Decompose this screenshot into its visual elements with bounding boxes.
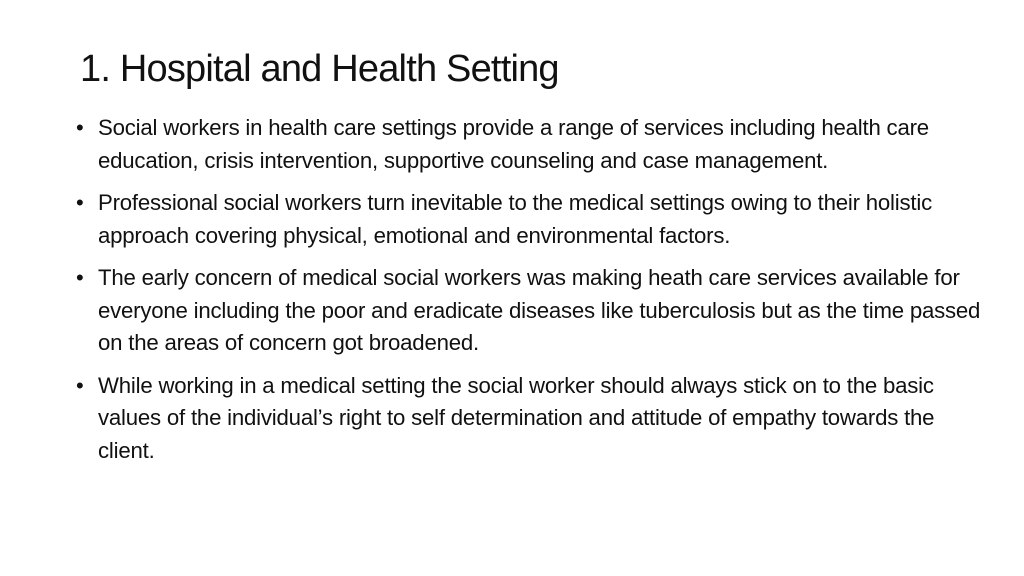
bullet-icon: • <box>76 190 84 215</box>
bullet-item <box>76 187 984 252</box>
slide-title: 1. Hospital and Health Setting <box>80 48 559 90</box>
bullet-text: Social workers in health care settings provide a range of services including health care education, crisis intervention, supportive counseling and case management. <box>98 115 929 173</box>
bullet-item <box>76 262 984 360</box>
bullet-icon: • <box>76 372 84 398</box>
bullet-item <box>76 112 984 177</box>
bullet-icon: • <box>76 265 84 290</box>
bullet-icon: • <box>76 115 84 140</box>
bullet-text: Professional social workers turn inevitable to the medical settings owing to their holistic approach covering physical, emotional and environmental factors. <box>98 190 932 248</box>
bullet-list <box>76 112 984 477</box>
bullet-text: While working in a medical setting the social worker should always stick on to the basic values of the individual’s right to self determination and attitude of empathy towards the client. <box>98 372 935 463</box>
bullet-text: The early concern of medical social workers was making heath care services available for everyone including the poor and eradicate diseases like tuberculosis but as the time passed on the areas of concern got broadened. <box>98 265 981 355</box>
bullet-item <box>76 370 984 468</box>
